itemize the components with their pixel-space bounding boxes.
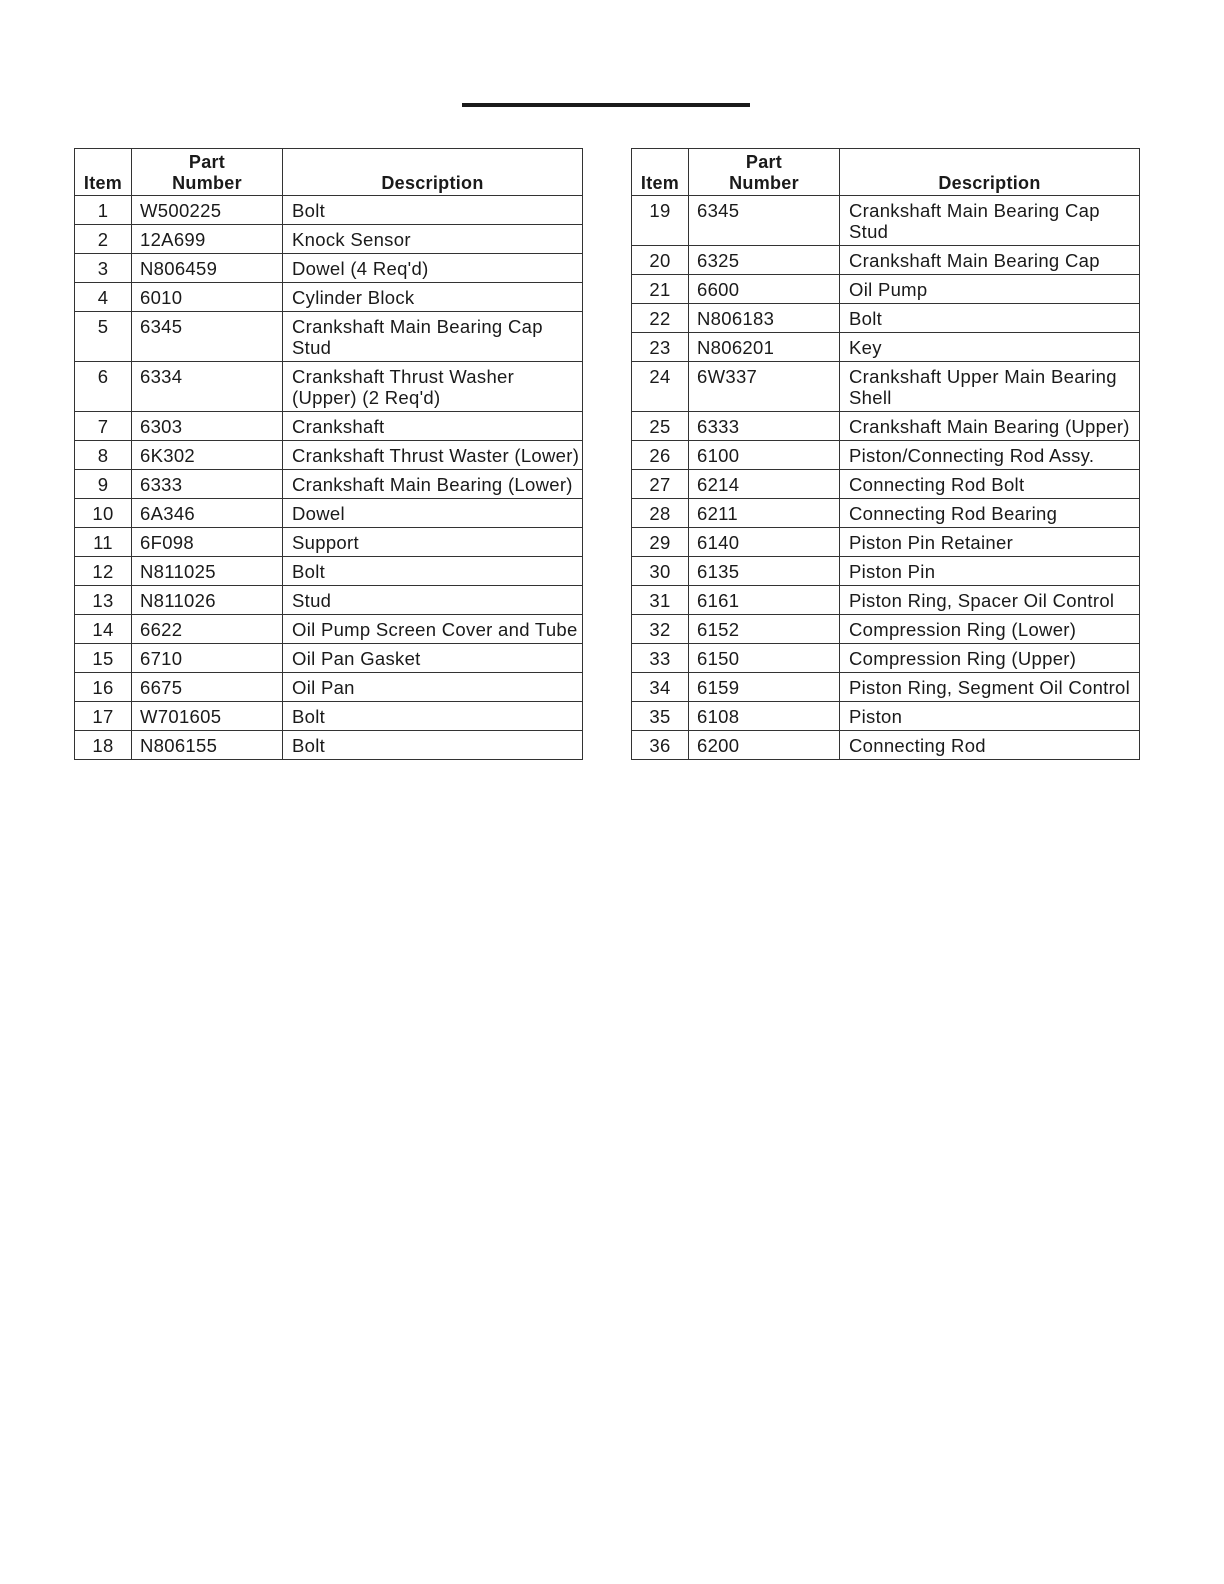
part-number-cell: 6345 [689,196,840,246]
description-cell: Crankshaft [283,412,583,441]
part-number-cell: 6135 [689,557,840,586]
description-cell: Dowel (4 Req'd) [283,254,583,283]
header-part-line2: Number [729,173,799,193]
description-cell: Piston/Connecting Rod Assy. [840,441,1140,470]
item-cell: 28 [632,499,689,528]
parts-table-left-body [75,196,583,760]
description-cell: Bolt [283,702,583,731]
part-number-cell: N811026 [132,586,283,615]
description-cell: Crankshaft Thrust Washer (Upper) (2 Req'd) [283,362,583,412]
item-cell: 14 [75,615,132,644]
item-cell: 8 [75,441,132,470]
part-number-cell: N806155 [132,731,283,760]
part-number-cell: N806183 [689,304,840,333]
part-number-cell: 6675 [132,673,283,702]
item-cell: 36 [632,731,689,760]
table-row [632,557,1140,586]
item-cell: 21 [632,275,689,304]
item-cell: 16 [75,673,132,702]
item-cell: 10 [75,499,132,528]
description-cell: Bolt [840,304,1140,333]
item-cell: 29 [632,528,689,557]
parts-table-left [74,148,583,760]
part-number-cell: 6161 [689,586,840,615]
description-cell: Dowel [283,499,583,528]
header-description: Description [840,149,1140,196]
description-cell: Piston Ring, Spacer Oil Control [840,586,1140,615]
table-row [75,283,583,312]
part-number-cell: 6A346 [132,499,283,528]
table-row [75,731,583,760]
part-number-cell: 6200 [689,731,840,760]
part-number-cell: W701605 [132,702,283,731]
item-cell: 24 [632,362,689,412]
description-cell: Crankshaft Upper Main Bearing Shell [840,362,1140,412]
item-cell: 11 [75,528,132,557]
item-cell: 2 [75,225,132,254]
table-row [75,586,583,615]
description-cell: Bolt [283,557,583,586]
header-part-line1: Part [188,152,226,172]
item-cell: 34 [632,673,689,702]
item-cell: 12 [75,557,132,586]
description-cell: Piston Pin Retainer [840,528,1140,557]
table-row [632,499,1140,528]
table-row [632,528,1140,557]
description-cell: Oil Pan Gasket [283,644,583,673]
table-row [75,312,583,362]
item-cell: 27 [632,470,689,499]
part-number-cell: 6325 [689,246,840,275]
item-cell: 32 [632,615,689,644]
part-number-cell: 6622 [132,615,283,644]
table-row [632,304,1140,333]
table-row [75,362,583,412]
table-row [75,441,583,470]
description-cell: Support [283,528,583,557]
item-cell: 26 [632,441,689,470]
parts-table-right [631,148,1140,760]
item-cell: 18 [75,731,132,760]
part-number-cell: 6K302 [132,441,283,470]
item-cell: 13 [75,586,132,615]
part-number-cell: 6W337 [689,362,840,412]
table-row [75,499,583,528]
part-number-cell: 6140 [689,528,840,557]
description-cell: Crankshaft Main Bearing Cap [840,246,1140,275]
table-row [632,412,1140,441]
table-row [632,731,1140,760]
header-part-number [689,149,840,196]
header-item: Item [75,149,132,196]
table-row [75,196,583,225]
description-cell: Crankshaft Thrust Waster (Lower) [283,441,583,470]
table-row [632,246,1140,275]
item-cell: 19 [632,196,689,246]
part-number-cell: 6211 [689,499,840,528]
table-row [632,333,1140,362]
table-row [75,412,583,441]
item-cell: 17 [75,702,132,731]
title-rule [462,103,750,107]
part-number-cell: N806459 [132,254,283,283]
part-number-cell: 6334 [132,362,283,412]
item-cell: 6 [75,362,132,412]
description-cell: Connecting Rod Bolt [840,470,1140,499]
table-row [75,615,583,644]
item-cell: 35 [632,702,689,731]
part-number-cell: 6333 [132,470,283,499]
table-row [632,470,1140,499]
item-cell: 15 [75,644,132,673]
item-cell: 33 [632,644,689,673]
table-header-row [632,149,1140,196]
part-number-cell: 6010 [132,283,283,312]
description-cell: Bolt [283,196,583,225]
part-number-cell: 6333 [689,412,840,441]
table-row [632,196,1140,246]
part-number-cell: W500225 [132,196,283,225]
description-cell: Oil Pump Screen Cover and Tube [283,615,583,644]
description-cell: Bolt [283,731,583,760]
part-number-cell: 6159 [689,673,840,702]
item-cell: 22 [632,304,689,333]
table-row [632,275,1140,304]
description-cell: Piston [840,702,1140,731]
item-cell: 5 [75,312,132,362]
item-cell: 31 [632,586,689,615]
header-description: Description [283,149,583,196]
description-cell: Connecting Rod Bearing [840,499,1140,528]
part-number-cell: 6303 [132,412,283,441]
item-cell: 23 [632,333,689,362]
description-cell: Compression Ring (Lower) [840,615,1140,644]
table-row [75,528,583,557]
part-number-cell: 6345 [132,312,283,362]
part-number-cell: N806201 [689,333,840,362]
item-cell: 7 [75,412,132,441]
part-number-cell: 6108 [689,702,840,731]
part-number-cell: 12A699 [132,225,283,254]
item-cell: 9 [75,470,132,499]
description-cell: Compression Ring (Upper) [840,644,1140,673]
table-row [75,673,583,702]
description-cell: Stud [283,586,583,615]
part-number-cell: 6214 [689,470,840,499]
table-row [632,586,1140,615]
parts-table-right-body [632,196,1140,760]
description-cell: Crankshaft Main Bearing (Lower) [283,470,583,499]
part-number-cell: 6600 [689,275,840,304]
table-row [632,673,1140,702]
part-number-cell: 6152 [689,615,840,644]
header-part-line1: Part [745,152,783,172]
item-cell: 4 [75,283,132,312]
table-row [632,644,1140,673]
table-row [632,441,1140,470]
part-number-cell: 6710 [132,644,283,673]
description-cell: Piston Ring, Segment Oil Control [840,673,1140,702]
description-cell: Oil Pump [840,275,1140,304]
table-row [75,557,583,586]
header-part-number [132,149,283,196]
item-cell: 1 [75,196,132,225]
table-row [75,644,583,673]
description-cell: Piston Pin [840,557,1140,586]
description-cell: Crankshaft Main Bearing Cap Stud [840,196,1140,246]
part-number-cell: 6100 [689,441,840,470]
table-row [75,470,583,499]
part-number-cell: N811025 [132,557,283,586]
table-row [632,615,1140,644]
description-cell: Knock Sensor [283,225,583,254]
description-cell: Oil Pan [283,673,583,702]
item-cell: 25 [632,412,689,441]
description-cell: Crankshaft Main Bearing Cap Stud [283,312,583,362]
table-row [75,254,583,283]
table-row [75,702,583,731]
table-row [632,362,1140,412]
description-cell: Crankshaft Main Bearing (Upper) [840,412,1140,441]
table-row [75,225,583,254]
item-cell: 3 [75,254,132,283]
description-cell: Connecting Rod [840,731,1140,760]
description-cell: Key [840,333,1140,362]
item-cell: 20 [632,246,689,275]
item-cell: 30 [632,557,689,586]
header-part-line2: Number [172,173,242,193]
part-number-cell: 6150 [689,644,840,673]
table-header-row [75,149,583,196]
header-item: Item [632,149,689,196]
table-row [632,702,1140,731]
description-cell: Cylinder Block [283,283,583,312]
part-number-cell: 6F098 [132,528,283,557]
